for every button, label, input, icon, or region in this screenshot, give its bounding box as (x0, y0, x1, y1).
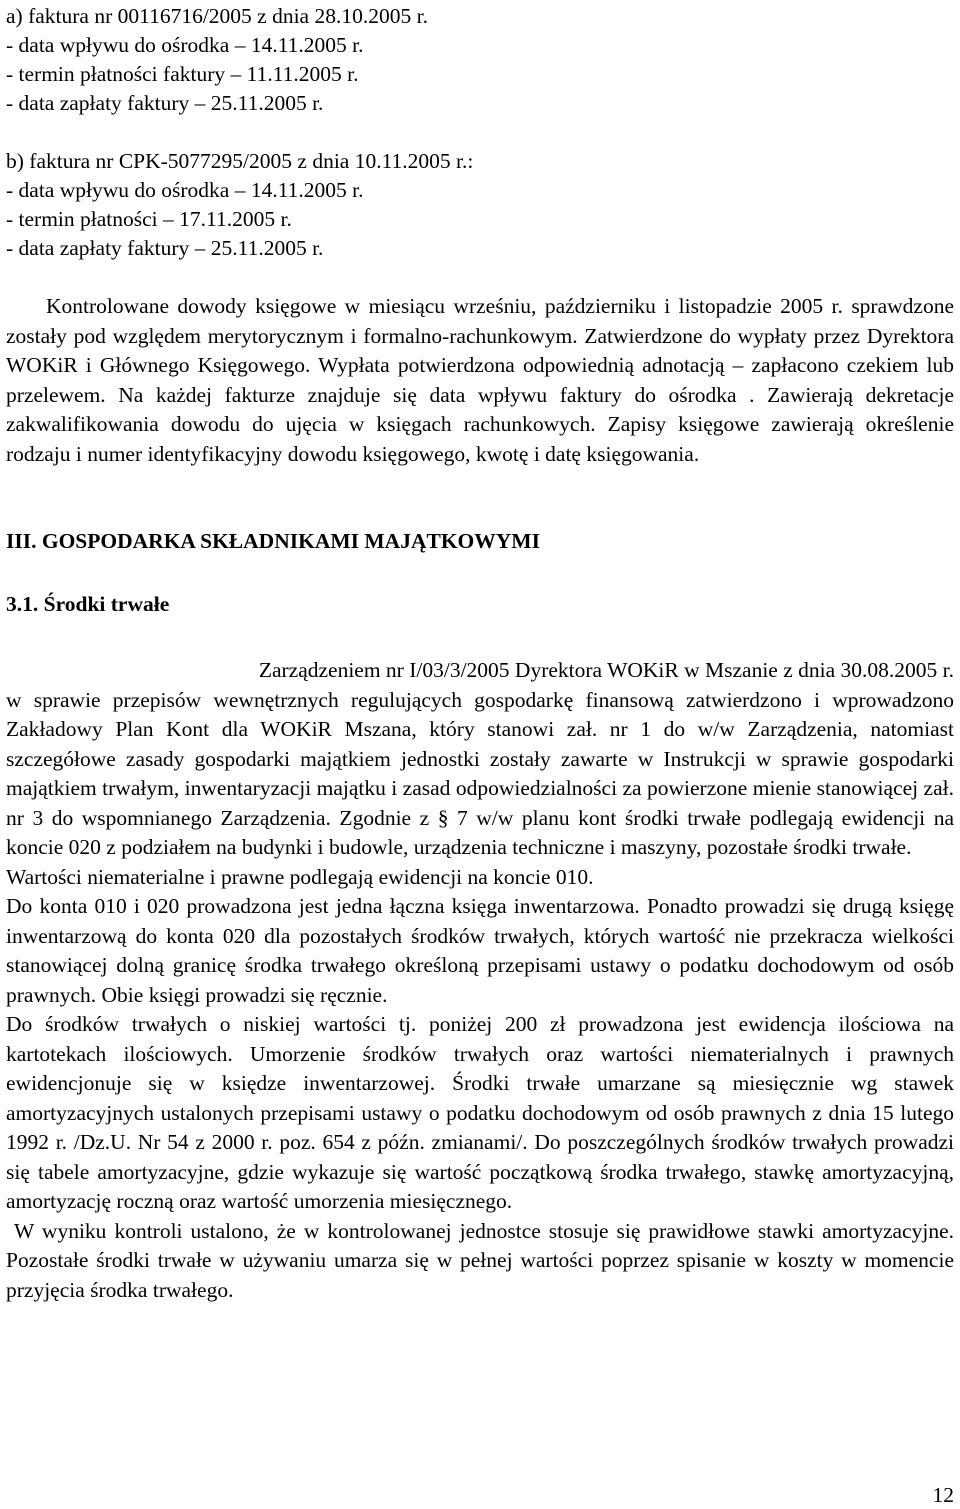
conclusion-paragraph: W wyniku kontroli ustalono, że w kontrolowanej jednostce stosuje się prawidłowe stawki amortyzacyjne. Pozostałe środki trwałe w używaniu umarza się w pełnej wartości poprzez spisanie w koszty w momencie przyjęcia środka trwałego. (6, 1218, 960, 1302)
invoice-b-title: b) faktura nr CPK-5077295/2005 z dnia 10.11.2005 r.: (6, 149, 474, 173)
spacer (6, 556, 954, 590)
inventory-paragraph: Do konta 010 i 020 prowadzona jest jedna łączna księga inwentarzowa. Ponadto prowadzi się drugą księgę inwentarzową do konta 020 dla pozostałych środków trwałych, których wartość nie przekracza wielkości stanowiącej dolną granicę środka trwałego określoną przepisami ustawy o podatku dochodowym od osób prawnych. Obie księgi prowadzi się ręcznie. (6, 894, 954, 1007)
invoice-a-payment-date: - data zapłaty faktury – 25.11.2005 r. (6, 91, 324, 115)
invoice-b-payment-date: - data zapłaty faktury – 25.11.2005 r. (6, 236, 324, 260)
regulation-paragraph: w sprawie przepisów wewnętrznych regulujących gospodarkę finansową zatwierdzono i wprowadzono Zakładowy Plan Kont dla WOKiR Mszana, który stanowi zał. nr 1 do w/w Zarządzenia, natomiast szczegółowe zasady gospodarki majątkiem jednostki zostały zawarte w Instrukcji w sprawie gospodarki majątkiem trwałym, inwentaryzacji majątku i zasad odpowiedzialności za powierzone mienie stanowiącej zał. nr 3 do wspomnianego Zarządzenia. Zgodnie z § 7 w/w planu kont środki trwałe podlegają ewidencji na koncie 020 z podziałem na budynki i budowle, urządzenia techniczne i maszyny, pozostałe środki trwałe. (6, 687, 954, 859)
spacer (6, 469, 954, 527)
invoice-a-title: a) faktura nr 00116716/2005 z dnia 28.10.2005 r. (6, 4, 428, 28)
spacer (6, 118, 954, 147)
control-paragraph: Kontrolowane dowody księgowe w miesiącu wrześniu, październiku i listopadzie 2005 r. sprawdzone zostały pod względem merytorycznym i formalno-rachunkowym. Zatwierdzone do wypłaty przez Dyrektora WOKiR i Głównego Księgowego. Wypłata potwierdzona odpowiednią adnotacją – zapłacono czekiem lub przelewem. Na każdej fakturze znajduje się data wpływu faktury do ośrodka . Zawierają dekretacje zakwalifikowania dowodu do ujęcia w księgach rachunkowych. Zapisy księgowe zawierają określenie rodzaju i numer identyfikacyjny dowodu księgowego, kwotę i datę księgowania. (6, 294, 954, 466)
spacer (6, 619, 954, 656)
subsection-heading: 3.1. Środki trwałe (6, 592, 170, 616)
section-heading: III. GOSPODARKA SKŁADNIKAMI MAJĄTKOWYMI (6, 529, 540, 553)
invoice-a-due-date: - termin płatności faktury – 11.11.2005 r. (6, 62, 359, 86)
page-number: 12 (932, 1483, 954, 1507)
document-page (6, 2, 960, 1305)
low-value-assets-paragraph: Do środków trwałych o niskiej wartości tj. poniżej 200 zł prowadzona jest ewidencja ilościowa na kartotekach ilościowych. Umorzenie środków trwałych oraz wartości niematerialnych i prawnych ewidencjonuje się w księdze inwentarzowej. Środki trwałe umarzane są miesięcznie wg stawek amortyzacyjnych ustalonych przepisami ustawy o podatku dochodowym od osób prawnych z dnia 15 lutego 1992 r. /Dz.U. Nr 54 z 2000 r. poz. 654 z późn. zmianami/. Do poszczególnych środków trwałych prowadzi się tabele amortyzacyjne, gdzie wykazuje się wartość początkową środka trwałego, stawkę amortyzacyjną, amortyzację roczną oraz wartość umorzenia miesięcznego. (6, 1012, 954, 1213)
invoice-b-received-date: - data wpływu do ośrodka – 14.11.2005 r. (6, 178, 364, 202)
intangibles-line: Wartości niematerialne i prawne podlegają ewidencji na koncie 010. (6, 864, 594, 889)
invoice-a-received-date: - data wpływu do ośrodka – 14.11.2005 r. (6, 33, 364, 57)
regulation-first-line: Zarządzeniem nr I/03/3/2005 Dyrektora WOKiR w Mszanie z dnia 30.08.2005 r. (258, 658, 954, 682)
spacer (6, 263, 954, 292)
invoice-b-due-date: - termin płatności – 17.11.2005 r. (6, 207, 292, 231)
